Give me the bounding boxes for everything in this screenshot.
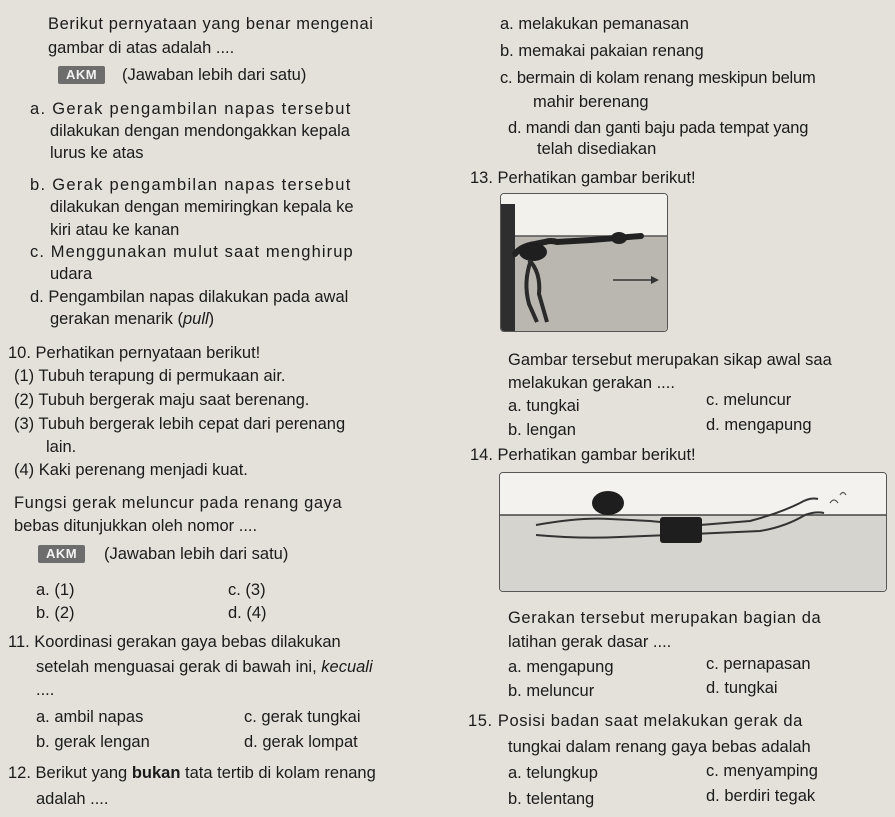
q10-akm-badge: AKM (38, 545, 85, 563)
prev-option-a: a. melakukan pemanasan (500, 15, 689, 33)
q11-option-b: b. gerak lengan (36, 733, 150, 751)
q13-figure (500, 193, 668, 332)
q12-bukan: bukan (131, 764, 181, 782)
q13-text-2: melakukan gerakan .... (508, 374, 675, 392)
q11-line-2 (36, 657, 373, 677)
q11-line-2-text: setelah menguasai gerak di bawah ini, (36, 658, 322, 676)
q15-option-b: b. telentang (508, 790, 595, 808)
q10-option-c: c. (3) (228, 581, 266, 599)
q14-option-d: d. tungkai (706, 679, 778, 697)
q10-option-d: d. (4) (228, 604, 267, 622)
q10-option-b: b. (2) (36, 604, 75, 622)
q10-statement-2: (2) Tubuh bergerak maju saat berenang. (14, 391, 310, 409)
q15-line-1: 15. Posisi badan saat melakukan gerak da (468, 712, 803, 730)
q15-line-2: tungkai dalam renang gaya bebas adalah (508, 738, 811, 756)
q12-line-1 (8, 763, 376, 783)
q12-line-2: adalah .... (36, 790, 109, 808)
q11-kecuali: kecuali (321, 658, 373, 676)
option-d-line-2 (50, 309, 214, 329)
q15-option-d: d. berdiri tegak (706, 787, 816, 805)
q11-line-1: 11. Koordinasi gerakan gaya bebas dilakukan (8, 633, 341, 651)
option-d-text: gerakan menarik ( (50, 310, 183, 328)
q13-option-a: a. tungkai (508, 397, 580, 415)
q-intro-line-2: gambar di atas adalah .... (48, 39, 235, 57)
q15-option-c: c. menyamping (706, 762, 818, 780)
option-d-line-1: d. Pengambilan napas dilakukan pada awal (30, 288, 349, 306)
option-c-line-2: udara (50, 265, 93, 283)
q13-option-b: b. lengan (508, 421, 576, 439)
q10-statement-3b: lain. (46, 438, 77, 456)
option-d-italic: pull (182, 310, 209, 328)
q10-text-1: Fungsi gerak meluncur pada renang gaya (14, 494, 343, 512)
option-d-close: ) (208, 310, 215, 328)
q10-text-2: bebas ditunjukkan oleh nomor .... (14, 517, 258, 535)
q10-statement-1: (1) Tubuh terapung di permukaan air. (14, 367, 286, 385)
q10-statement-3a: (3) Tubuh bergerak lebih cepat dari perenang (14, 415, 346, 433)
prev-option-c-2: mahir berenang (533, 93, 649, 111)
q11-option-a: a. ambil napas (36, 708, 144, 726)
prev-option-b: b. memakai pakaian renang (500, 42, 704, 60)
q14-title: 14. Perhatikan gambar berikut! (470, 446, 696, 464)
q10-akm-note: (Jawaban lebih dari satu) (104, 545, 289, 563)
q14-figure (499, 472, 887, 592)
option-b-line-1: b. Gerak pengambilan napas tersebut (30, 176, 352, 194)
q-intro-line-1: Berikut pernyataan yang benar mengenai (48, 15, 374, 33)
option-a-line-2: dilakukan dengan mendongakkan kepala (50, 122, 350, 140)
q13-option-c: c. meluncur (706, 391, 792, 409)
q10-title: 10. Perhatikan pernyataan berikut! (8, 344, 261, 362)
q14-option-c: c. pernapasan (706, 655, 811, 673)
prev-option-d-2: telah disediakan (537, 140, 657, 158)
akm-badge: AKM (58, 66, 105, 84)
q12-text-a: 12. Berikut yang (8, 764, 132, 782)
q10-statement-4: (4) Kaki perenang menjadi kuat. (14, 461, 248, 479)
q14-option-a: a. mengapung (508, 658, 614, 676)
option-c-line-1: c. Menggunakan mulut saat menghirup (30, 243, 354, 261)
q15-option-a: a. telungkup (508, 764, 598, 782)
prev-option-c-1: c. bermain di kolam renang meskipun belum (500, 69, 816, 87)
q11-option-d: d. gerak lompat (244, 733, 358, 751)
option-a-line-3: lurus ke atas (50, 144, 144, 162)
q14-text-1: Gerakan tersebut merupakan bagian da (508, 609, 822, 627)
swimmer-wall-illustration (501, 194, 667, 331)
q14-text-2: latihan gerak dasar .... (508, 633, 672, 651)
q14-option-b: b. meluncur (508, 682, 595, 700)
q10-option-a: a. (1) (36, 581, 75, 599)
q12-text-c: tata tertib di kolam renang (180, 764, 376, 782)
q11-line-3: .... (36, 681, 55, 699)
option-a-line-1: a. Gerak pengambilan napas tersebut (30, 100, 352, 118)
prev-option-d-1: d. mandi dan ganti baju pada tempat yang (508, 119, 809, 137)
q13-text-1: Gambar tersebut merupakan sikap awal saa (508, 351, 832, 369)
option-b-line-2: dilakukan dengan memiringkan kepala ke (50, 198, 354, 216)
akm-note: (Jawaban lebih dari satu) (122, 66, 307, 84)
q13-option-d: d. mengapung (706, 416, 812, 434)
swimmer-glide-illustration (500, 473, 886, 591)
q11-option-c: c. gerak tungkai (244, 708, 361, 726)
option-b-line-3: kiri atau ke kanan (50, 221, 180, 239)
q13-title: 13. Perhatikan gambar berikut! (470, 169, 696, 187)
